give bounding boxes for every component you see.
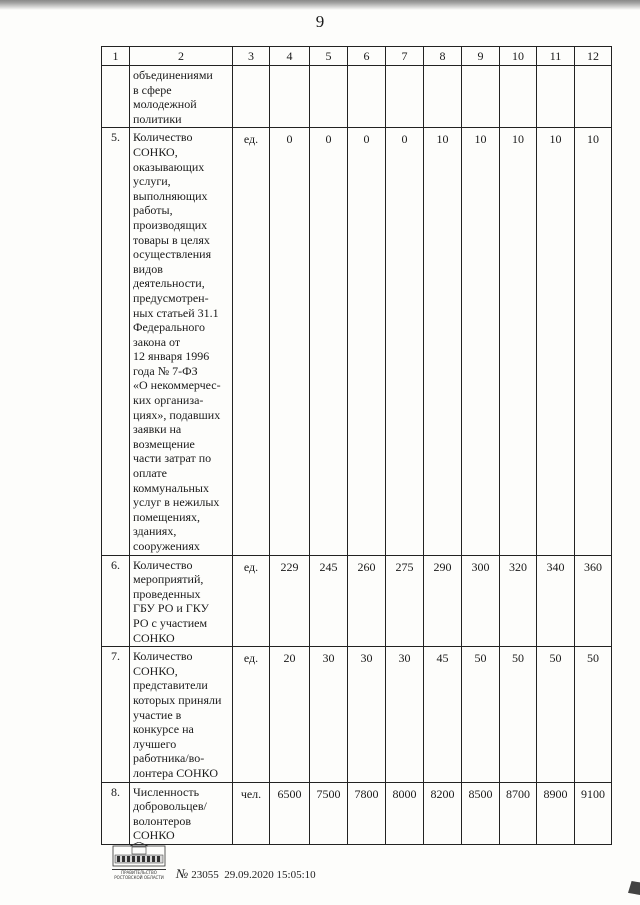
indicator-name	[130, 66, 233, 128]
value-cell	[348, 66, 386, 128]
indicators-table	[101, 46, 612, 845]
unit-cell	[233, 66, 270, 128]
header-cell: 5	[310, 47, 348, 66]
indicator-name-line: выполняющих	[133, 188, 208, 203]
value-cell: 245	[310, 555, 348, 647]
value-cell: 50	[575, 647, 612, 782]
header-cell: 1	[102, 47, 130, 66]
value-cell	[537, 66, 575, 128]
registration-number: 23055	[191, 869, 219, 881]
value-cell: 10	[424, 128, 462, 555]
scan-edge-shadow	[0, 0, 640, 12]
header-cell: 11	[537, 47, 575, 66]
value-cell: 8000	[386, 782, 424, 844]
indicator-name-line: Количество	[133, 649, 193, 664]
value-cell	[310, 66, 348, 128]
number-sign-icon: №	[176, 866, 189, 881]
row-number: 6.	[102, 555, 130, 647]
indicator-name	[130, 647, 233, 782]
page-number: 9	[315, 12, 325, 31]
value-cell: 320	[500, 555, 537, 647]
header-cell: 10	[500, 47, 537, 66]
value-cell	[424, 66, 462, 128]
scan-corner-mark	[628, 881, 640, 895]
unit-cell: ед.	[233, 647, 270, 782]
value-cell	[500, 66, 537, 128]
registration-mark	[176, 866, 316, 882]
indicator-name-line: 12 января 1996	[133, 349, 210, 364]
indicator-name-line: лучшего	[133, 736, 177, 751]
header-cell: 7	[386, 47, 424, 66]
value-cell: 0	[270, 128, 310, 555]
value-cell: 8500	[462, 782, 500, 844]
indicator-name-line: СОНКО,	[133, 144, 178, 159]
indicator-name-line: коммунальных	[133, 480, 209, 495]
value-cell: 10	[575, 128, 612, 555]
value-cell: 0	[386, 128, 424, 555]
indicator-name-line: сооружениях	[133, 539, 200, 553]
header-cell: 8	[424, 47, 462, 66]
value-cell: 340	[537, 555, 575, 647]
value-cell: 20	[270, 647, 310, 782]
value-cell	[575, 66, 612, 128]
indicator-name-line: СОНКО,	[133, 663, 178, 678]
indicator-name-line: мероприятий,	[133, 572, 204, 587]
value-cell: 50	[500, 647, 537, 782]
value-cell: 50	[537, 647, 575, 782]
table-row	[102, 782, 612, 844]
registration-datetime: 29.09.2020 15:05:10	[224, 869, 316, 881]
value-cell: 8200	[424, 782, 462, 844]
indicator-name-line: ГБУ РО и ГКУ	[133, 601, 210, 616]
indicator-name-line: Федерального	[133, 320, 206, 335]
row-number: 5.	[102, 128, 130, 555]
indicator-name-line: молодежной	[133, 97, 197, 112]
indicator-name-line: проведенных	[133, 586, 201, 601]
unit-cell: чел.	[233, 782, 270, 844]
value-cell: 7800	[348, 782, 386, 844]
value-cell: 30	[348, 647, 386, 782]
indicator-name-line: осуществления	[133, 247, 212, 262]
value-cell: 7500	[310, 782, 348, 844]
indicator-name-line: «О некоммерчес-	[133, 378, 221, 393]
value-cell: 275	[386, 555, 424, 647]
row-number: 7.	[102, 647, 130, 782]
value-cell: 50	[462, 647, 500, 782]
indicator-name-line: ных статьей 31.1	[133, 305, 219, 320]
indicator-name-line: услуги,	[133, 174, 171, 189]
value-cell: 300	[462, 555, 500, 647]
indicator-name-line: представители	[133, 678, 208, 693]
table-row	[102, 66, 612, 128]
indicator-name-line: циях», подавших	[133, 407, 221, 422]
value-cell: 229	[270, 555, 310, 647]
value-cell: 10	[462, 128, 500, 555]
indicator-name-line: работника/во-	[133, 751, 205, 766]
value-cell: 8900	[537, 782, 575, 844]
indicator-name-line: видов	[133, 261, 163, 276]
indicator-name-line: политики	[133, 111, 182, 126]
value-cell	[462, 66, 500, 128]
indicator-name-line: добровольцев/	[133, 799, 207, 814]
indicator-name-line: возмещение	[133, 436, 195, 451]
indicator-name-line: оплате	[133, 466, 167, 481]
value-cell: 260	[348, 555, 386, 647]
indicator-name-line: которых приняли	[133, 692, 222, 707]
table-header-row	[102, 47, 612, 66]
indicator-name-line: лонтера СОНКО	[133, 765, 219, 780]
value-cell: 360	[575, 555, 612, 647]
value-cell: 30	[310, 647, 348, 782]
value-cell	[270, 66, 310, 128]
indicator-name-line: оказывающих	[133, 159, 205, 174]
indicator-name-line: помещениях,	[133, 509, 201, 524]
indicator-name-line: РО с участием	[133, 615, 208, 630]
value-cell: 0	[348, 128, 386, 555]
indicator-name	[130, 555, 233, 647]
value-cell: 290	[424, 555, 462, 647]
header-cell: 6	[348, 47, 386, 66]
indicator-name-line: Количество	[133, 130, 193, 145]
value-cell	[386, 66, 424, 128]
value-cell: 30	[386, 647, 424, 782]
indicator-name-line: части затрат по	[133, 451, 212, 466]
indicator-name-line: в сфере	[133, 82, 172, 97]
document-footer	[112, 842, 352, 882]
indicator-name-line: Количество	[133, 557, 193, 572]
value-cell: 9100	[575, 782, 612, 844]
value-cell: 8700	[500, 782, 537, 844]
value-cell: 6500	[270, 782, 310, 844]
table-row	[102, 647, 612, 782]
indicator-name-line: деятельности,	[133, 276, 205, 291]
indicator-name-line: работы,	[133, 203, 173, 218]
indicator-name-line: товары в целях	[133, 232, 210, 247]
indicator-name-line: СОНКО	[133, 630, 175, 645]
indicator-name-line: услуг в нежилых	[133, 495, 220, 510]
indicator-name-line: предусмотрен-	[133, 290, 209, 305]
indicator-name-line: СОНКО	[133, 828, 175, 843]
row-number	[102, 66, 130, 128]
indicator-name-line: года № 7-ФЗ	[133, 363, 198, 378]
indicator-name-line: объединениями	[133, 68, 213, 82]
stamp-caption: ПРАВИТЕЛЬСТВО РОСТОВСКОЙ ОБЛАСТИ	[112, 869, 166, 880]
value-cell: 10	[537, 128, 575, 555]
indicator-name-line: Численность	[133, 784, 200, 799]
header-cell: 4	[270, 47, 310, 66]
indicator-name-line: заявки на	[133, 422, 182, 437]
indicator-name-line: зданиях,	[133, 524, 177, 539]
row-number: 8.	[102, 782, 130, 844]
indicator-name	[130, 128, 233, 555]
indicator-name-line: волонтеров	[133, 813, 192, 828]
header-cell: 3	[233, 47, 270, 66]
indicator-name-line: конкурсе на	[133, 722, 194, 737]
value-cell: 45	[424, 647, 462, 782]
value-cell: 10	[500, 128, 537, 555]
header-cell: 12	[575, 47, 612, 66]
table-row	[102, 128, 612, 555]
header-cell: 2	[130, 47, 233, 66]
unit-cell: ед.	[233, 555, 270, 647]
table-row	[102, 555, 612, 647]
header-cell: 9	[462, 47, 500, 66]
indicator-name	[130, 782, 233, 844]
indicator-name-line: ких организа-	[133, 393, 204, 408]
indicator-name-line: производящих	[133, 217, 208, 232]
indicator-name-line: участие в	[133, 707, 182, 722]
value-cell: 0	[310, 128, 348, 555]
unit-cell: ед.	[233, 128, 270, 555]
indicator-name-line: закона от	[133, 334, 181, 349]
